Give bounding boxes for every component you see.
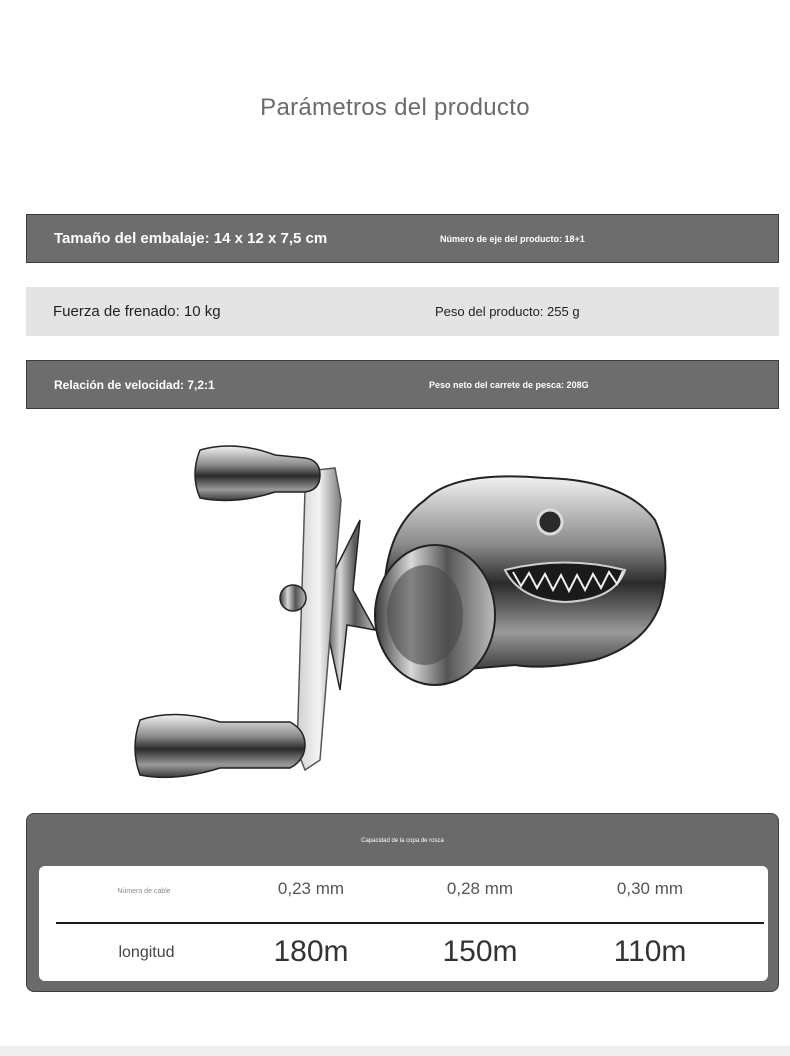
length-value: 110m	[613, 935, 687, 968]
spec-drag-force: Fuerza de frenado: 10 kg	[53, 303, 221, 320]
spec-packaging-size: Tamaño del embalaje: 14 x 12 x 7,5 cm	[54, 230, 328, 247]
length-label: longitud	[118, 944, 175, 961]
diameter-value: 0,23 mm	[277, 879, 345, 898]
spec-net-weight: Peso neto del carrete de pesca: 208G	[429, 379, 589, 390]
spec-bearing-count: Número de eje del producto: 18+1	[440, 233, 585, 244]
spec-row-drag	[26, 287, 779, 336]
table-divider	[56, 922, 764, 924]
spec-row-ratio	[26, 360, 779, 409]
bottom-divider	[0, 1046, 790, 1056]
length-value: 150m	[442, 935, 518, 968]
page-title: Parámetros del producto	[260, 94, 530, 121]
capacity-caption: Capacidad de la copa de rosca	[361, 838, 444, 844]
length-value: 180m	[273, 935, 349, 968]
line-capacity-table	[26, 813, 779, 992]
spec-product-weight: Peso del producto: 255 g	[435, 304, 580, 319]
spec-row-packaging	[26, 214, 779, 263]
capacity-table-body	[39, 866, 768, 981]
spec-gear-ratio: Relación de velocidad: 7,2:1	[54, 377, 215, 392]
diameter-value: 0,30 mm	[616, 879, 684, 898]
fishing-reel-image	[125, 430, 685, 800]
cable-number-label: Número de cable	[117, 888, 171, 895]
diameter-value: 0,28 mm	[446, 879, 514, 898]
